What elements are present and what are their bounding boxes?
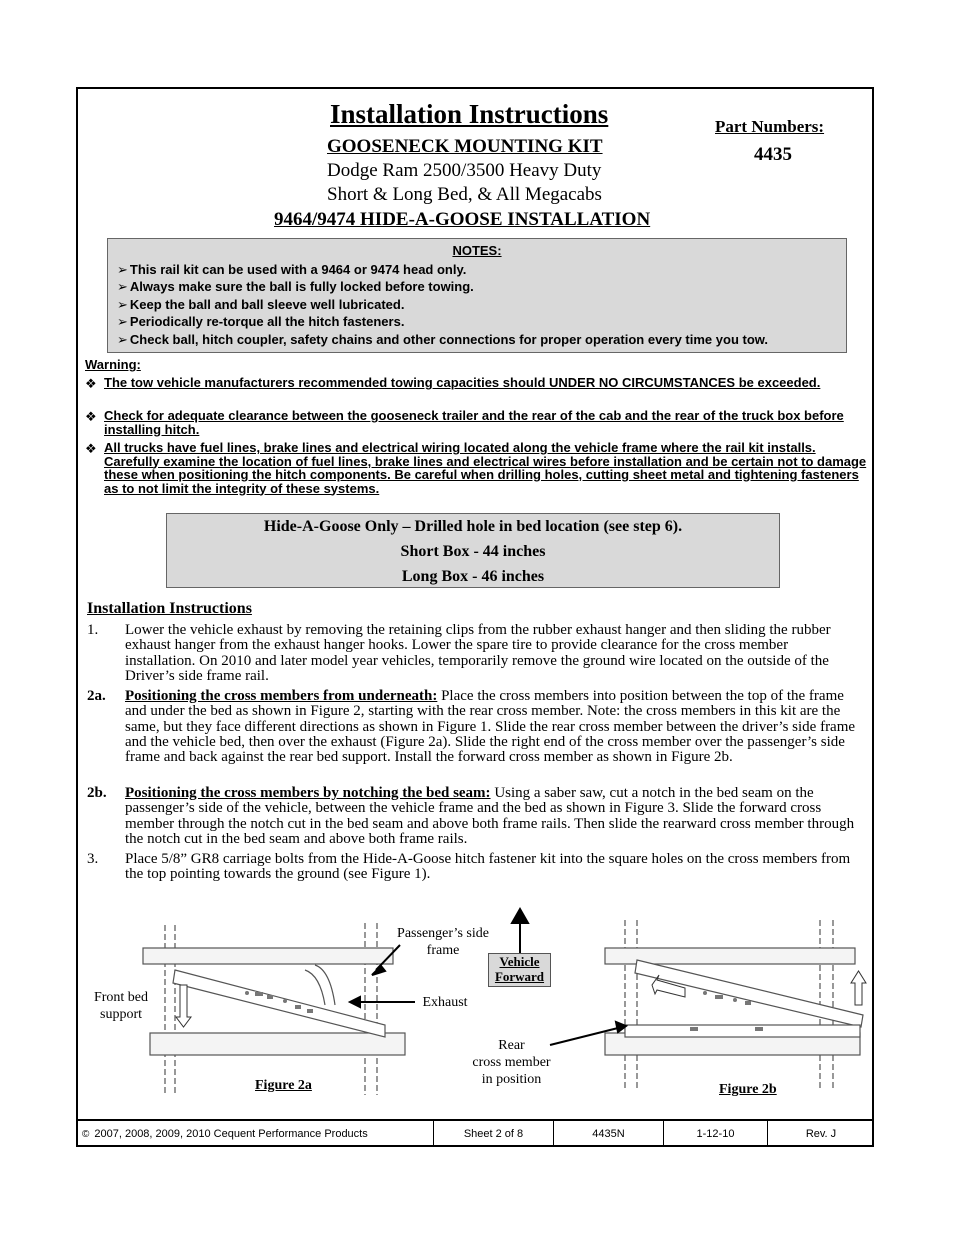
footer-bar — [76, 1119, 874, 1147]
warning-text: The tow vehicle manufacturers recommended towing capacities should UNDER NO CIRCUMSTANCES be exceeded. — [104, 375, 821, 390]
callout-line: Front bed — [93, 990, 149, 1005]
footer-date: 1-12-10 — [664, 1121, 768, 1147]
footer-revision: Rev. J — [805, 1128, 837, 1140]
step-text: Lower the vehicle exhaust by removing the retaining clips from the rubber exhaust hanger and then sliding the rubber exhaust hanger from the exhaust hanger hooks. Lower the spare tire to provide clearance for the cross member installation. On 2010 and later model year vehicles, temporarily remove the ground wire located on the outside of the Driver’s side frame rail. — [125, 622, 831, 684]
callout-line: Passenger’s side — [397, 926, 489, 941]
callout-line: in position — [481, 1072, 542, 1087]
notes-box — [107, 238, 847, 353]
kit-subtitle: GOOSENECK MOUNTING KIT — [327, 136, 603, 157]
figure-2b-drawing — [595, 915, 880, 1095]
notes-heading: NOTES: — [452, 243, 502, 258]
front-bed-support-callout — [85, 989, 157, 1023]
step-2b — [87, 786, 862, 848]
warning-item — [85, 376, 870, 404]
step-lead: Positioning the cross members from underneath: — [125, 688, 438, 704]
rear-cross-member-callout — [464, 1037, 559, 1088]
step-number: 2a. — [87, 688, 106, 704]
diamond-bullet-icon: ❖ — [85, 441, 97, 456]
note-item: ➢ Periodically re-torque all the hitch fasteners. — [117, 313, 768, 330]
step-text: Using a saber saw, cut a notch in the bed seam on the passenger’s side of the vehicle, between the vehicle frame and the bed as shown in Figure 3. Slide the forward cross member through the notch cut in the bed seam and above both frame rails. Then slide the rearward cross member through the notch cut in the bed seam and above both frame rails. — [125, 785, 855, 847]
notes-list — [117, 261, 768, 348]
note-item: ➢ This rail kit can be used with a 9464 or 9474 head only. — [117, 261, 768, 278]
footer-copyright — [76, 1121, 434, 1147]
copyright-icon: © — [82, 1128, 90, 1140]
part-numbers-label: Part Numbers: — [715, 117, 825, 136]
callout-line: Rear — [498, 1038, 525, 1053]
vehicle-line-2: Short & Long Bed, & All Megacabs — [327, 184, 602, 205]
long-box-line: Long Box - 46 inches — [401, 568, 545, 585]
drill-location-box — [166, 513, 780, 588]
instructions-heading: Installation Instructions — [87, 600, 252, 617]
exhaust-callout: Exhaust — [422, 995, 468, 1010]
vehicle-line-1: Dodge Ram 2500/3500 Heavy Duty — [327, 160, 602, 181]
step-3 — [87, 852, 862, 884]
figure-2b-label: Figure 2b — [719, 1082, 777, 1097]
step-2a — [87, 689, 862, 781]
callout-line: cross member — [472, 1055, 551, 1070]
install-title: 9464/9474 HIDE-A-GOOSE INSTALLATION — [274, 209, 651, 230]
callout-line: support — [100, 1007, 142, 1022]
footer-sheet: Sheet 2 of 8 — [434, 1121, 554, 1147]
figure-2a-label: Figure 2a — [255, 1078, 312, 1093]
note-item: ➢ Keep the ball and ball sleeve well lubricated. — [117, 296, 768, 313]
part-number: 4435 — [754, 144, 792, 165]
diamond-bullet-icon: ❖ — [85, 376, 97, 391]
footer-doc-number: 4435N — [554, 1121, 664, 1147]
drill-location-line: Hide-A-Goose Only – Drilled hole in bed location (see step 6). — [263, 518, 683, 535]
passenger-frame-callout — [388, 925, 498, 959]
step-body — [125, 786, 862, 847]
step-text: Place 5/8” GR8 carriage bolts from the Hide-A-Goose hitch fastener kit into the square holes on the cross members from the top pointing towards the ground (see Figure 1). — [125, 851, 851, 883]
copyright-text: 2007, 2008, 2009, 2010 Cequent Performance Products — [94, 1128, 368, 1140]
callout-line: frame — [426, 943, 460, 958]
warning-text: Check for adequate clearance between the gooseneck trailer and the rear of the cab and the rear of the truck box before installing hitch. — [104, 408, 844, 437]
note-item: ➢ Always make sure the ball is fully locked before towing. — [117, 278, 768, 295]
step-body — [125, 689, 862, 765]
warning-item — [85, 441, 870, 497]
note-item: ➢ Check ball, hitch coupler, safety chains and other connections for proper operation every time you tow. — [117, 331, 768, 348]
step-text: Place the cross members into position between the top of the frame and under the bed as shown in Figure 2, starting with the rear cross member. Note: the cross members in this kit are the same, but they face different directions as shown in Figure 1. Slide the rear cross member between the driver’s side frame and the vehicle bed, then over the exhaust (Figure 2a). Slide the right end of the cross member over the passenger’s side frame and back against the rear bed support. Install the forward cross member as shown in Figure 2b. — [125, 688, 856, 766]
step-1 — [87, 623, 862, 683]
vehicle-forward-line: Forward — [494, 969, 545, 984]
vehicle-forward-label — [488, 953, 551, 987]
step-number: 3. — [87, 851, 99, 867]
step-lead: Positioning the cross members by notching the bed seam: — [125, 785, 491, 801]
diamond-bullet-icon: ❖ — [85, 409, 97, 424]
vehicle-forward-line: Vehicle — [499, 954, 540, 969]
warning-text: All trucks have fuel lines, brake lines and electrical wiring located along the vehicle frame where the rail kit installs. Carefully examine the location of fuel lines, brake lines and electrical wires before installation and be certain not to damage these when positioning the hitch components. Be careful when drilling holes, cutting sheet metal and tightening fasteners as to not limit the integrity of these systems. — [104, 440, 867, 496]
page-title: Installation Instructions — [330, 99, 609, 129]
warning-item — [85, 409, 870, 437]
short-box-line: Short Box - 44 inches — [400, 543, 546, 560]
step-number: 2b. — [87, 785, 107, 801]
step-number: 1. — [87, 622, 99, 638]
warning-heading: Warning: — [85, 357, 141, 372]
